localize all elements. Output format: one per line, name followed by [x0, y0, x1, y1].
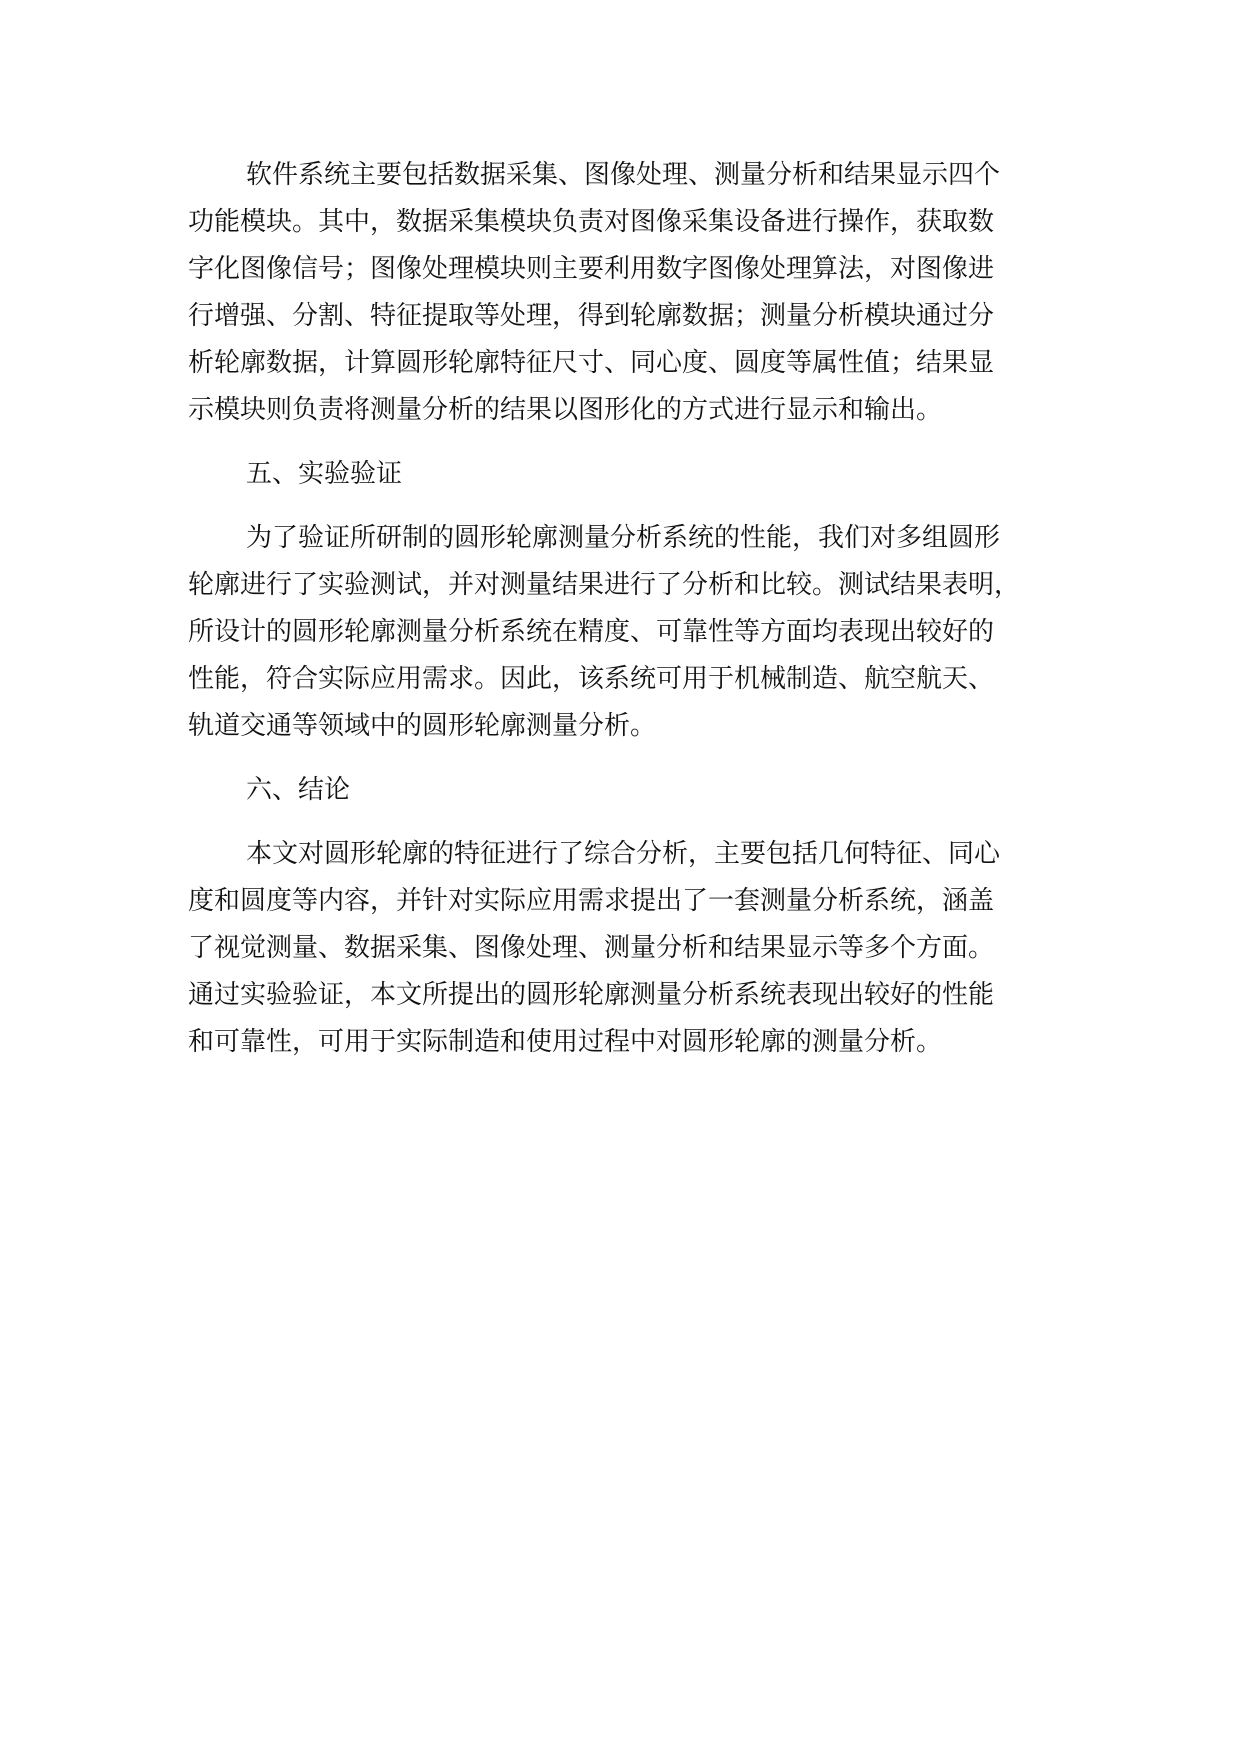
paragraph-gap	[188, 814, 1088, 831]
text-line: 行增强、分割、特征提取等处理，得到轮廓数据；测量分析模块通过分	[188, 301, 995, 331]
text-line: 和可靠性，可用于实际制造和使用过程中对圆形轮廓的测量分析。	[188, 1027, 943, 1057]
text-line: 度和圆度等内容，并针对实际应用需求提出了一套测量分析系统，涵盖	[188, 886, 995, 916]
section-heading-experiment	[188, 451, 1088, 498]
paragraph-gap	[188, 498, 1088, 515]
paragraph-gap	[188, 434, 1088, 451]
document-body	[188, 152, 1088, 1066]
text-line: 了视觉测量、数据采集、图像处理、测量分析和结果显示等多个方面。	[188, 933, 995, 963]
paragraph-gap	[188, 750, 1088, 767]
paragraph-conclusion	[188, 831, 1088, 1066]
text-line: 功能模块。其中，数据采集模块负责对图像采集设备进行操作，获取数	[188, 207, 995, 237]
text-line: 软件系统主要包括数据采集、图像处理、测量分析和结果显示四个	[246, 160, 1001, 190]
text-line: 本文对圆形轮廓的特征进行了综合分析，主要包括几何特征、同心	[246, 839, 1001, 869]
text-line: 性能，符合实际应用需求。因此，该系统可用于机械制造、航空航天、	[188, 664, 995, 694]
text-line: 字化图像信号；图像处理模块则主要利用数字图像处理算法，对图像进	[188, 254, 995, 284]
text-line: 为了验证所研制的圆形轮廓测量分析系统的性能，我们对多组圆形	[246, 523, 1001, 553]
text-line: 轮廓进行了实验测试，并对测量结果进行了分析和比较。测试结果表明，	[188, 570, 1021, 600]
heading-text: 六、结论	[246, 775, 351, 805]
section-heading-conclusion	[188, 767, 1088, 814]
text-line: 轨道交通等领域中的圆形轮廓测量分析。	[188, 711, 657, 741]
text-line: 通过实验验证，本文所提出的圆形轮廓测量分析系统表现出较好的性能	[188, 980, 995, 1010]
text-line: 所设计的圆形轮廓测量分析系统在精度、可靠性等方面均表现出较好的	[188, 617, 995, 647]
paragraph-software-modules	[188, 152, 1088, 434]
text-line: 示模块则负责将测量分析的结果以图形化的方式进行显示和输出。	[188, 395, 943, 425]
text-line: 析轮廓数据，计算圆形轮廓特征尺寸、同心度、圆度等属性值；结果显	[188, 348, 995, 378]
paragraph-experiment	[188, 515, 1088, 750]
heading-text: 五、实验验证	[246, 459, 403, 489]
